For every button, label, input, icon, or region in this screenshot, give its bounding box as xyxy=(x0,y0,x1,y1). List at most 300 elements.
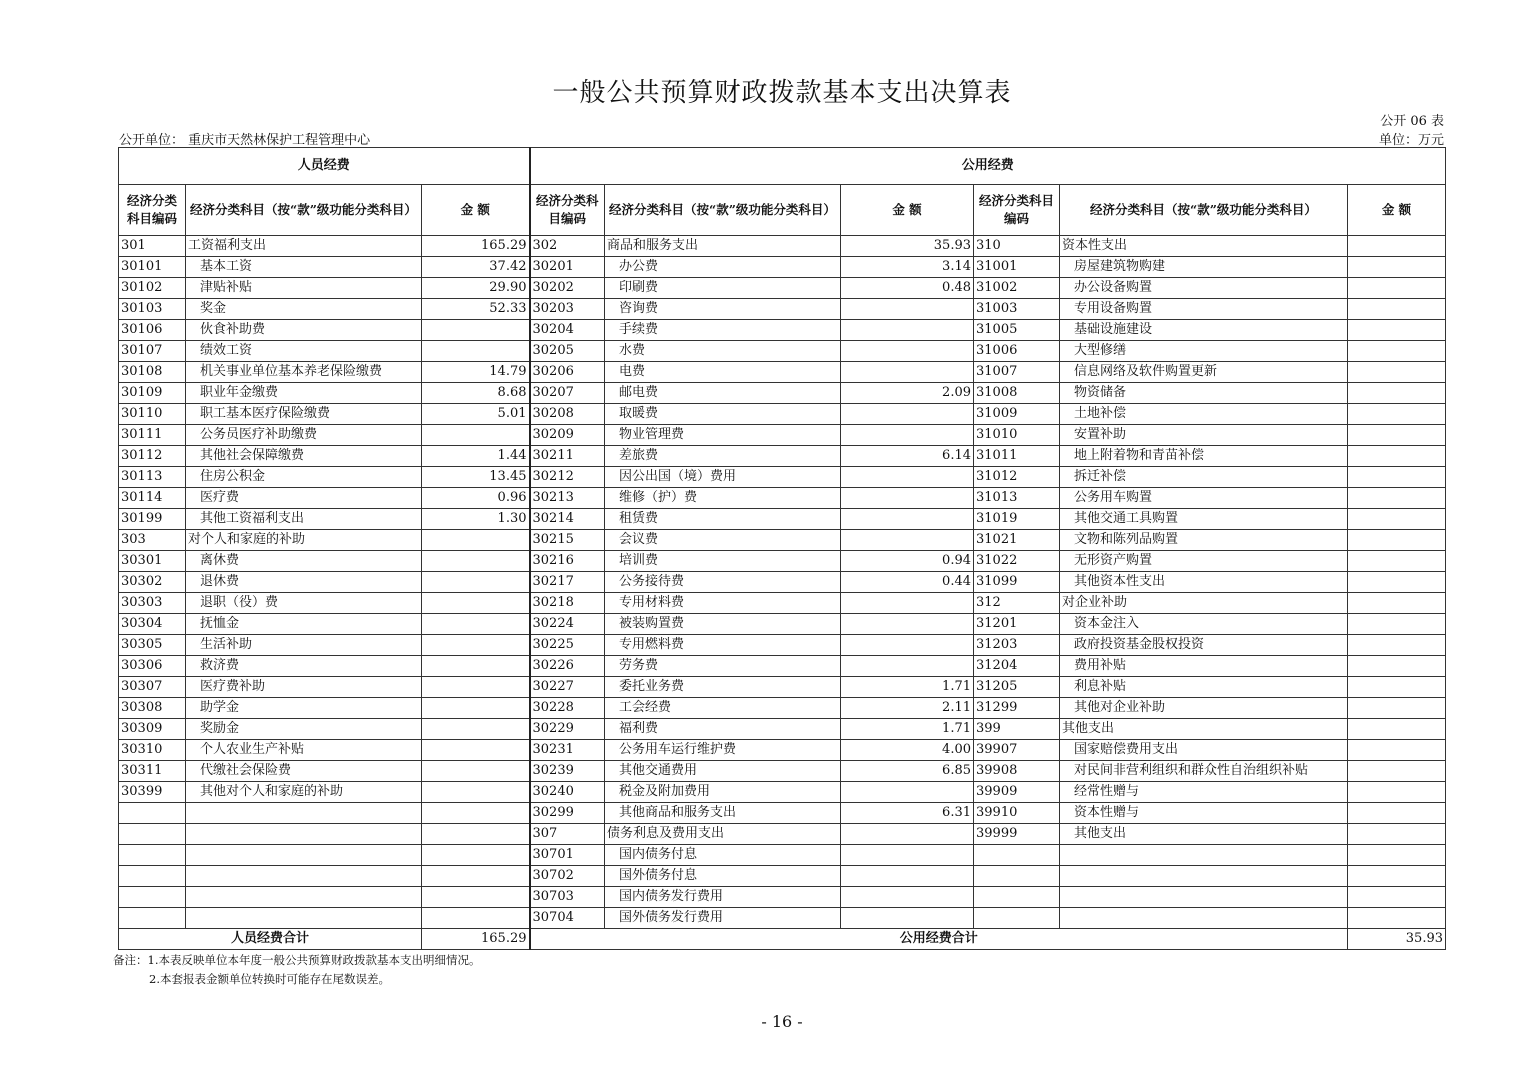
personnel-amount-cell xyxy=(422,866,530,887)
capital-name-cell: 政府投资基金股权投资 xyxy=(1060,635,1348,656)
personnel-name-cell: 基本工资 xyxy=(186,257,422,278)
capital-amount-cell xyxy=(1348,257,1446,278)
goods-code-cell: 30205 xyxy=(530,341,605,362)
personnel-code-cell: 30114 xyxy=(119,488,186,509)
table-row xyxy=(119,257,1446,278)
goods-code-cell: 30216 xyxy=(530,551,605,572)
personnel-amount-cell xyxy=(422,425,530,446)
capital-code-cell: 31205 xyxy=(974,677,1060,698)
table-row xyxy=(119,761,1446,782)
capital-code-cell: 39999 xyxy=(974,824,1060,845)
personnel-amount-cell xyxy=(422,530,530,551)
capital-code-cell: 31204 xyxy=(974,656,1060,677)
personnel-name-cell: 职工基本医疗保险缴费 xyxy=(186,404,422,425)
personnel-code-cell xyxy=(119,866,186,887)
table-row xyxy=(119,446,1446,467)
personnel-name-cell xyxy=(186,803,422,824)
goods-code-cell: 30212 xyxy=(530,467,605,488)
goods-amount-cell xyxy=(841,635,974,656)
table-row xyxy=(119,845,1446,866)
personnel-code-cell: 30112 xyxy=(119,446,186,467)
goods-code-cell: 30217 xyxy=(530,572,605,593)
personnel-amount-cell xyxy=(422,614,530,635)
goods-code-cell: 30218 xyxy=(530,593,605,614)
personnel-amount-cell: 29.90 xyxy=(422,278,530,299)
capital-code-cell: 31002 xyxy=(974,278,1060,299)
capital-code-cell: 31203 xyxy=(974,635,1060,656)
currency-unit: 单位：万元 xyxy=(1378,133,1444,148)
goods-name-cell: 差旅费 xyxy=(605,446,841,467)
personnel-code-cell xyxy=(119,908,186,929)
goods-amount-cell: 2.11 xyxy=(841,698,974,719)
capital-code-cell: 31010 xyxy=(974,425,1060,446)
capital-name-cell: 其他支出 xyxy=(1060,824,1348,845)
capital-name-cell: 资本性支出 xyxy=(1060,236,1348,257)
goods-amount-cell: 35.93 xyxy=(841,236,974,257)
goods-name-cell: 商品和服务支出 xyxy=(605,236,841,257)
table-row xyxy=(119,677,1446,698)
goods-name-cell: 福利费 xyxy=(605,719,841,740)
goods-amount-cell xyxy=(841,866,974,887)
personnel-name-cell: 其他社会保障缴费 xyxy=(186,446,422,467)
capital-name-cell xyxy=(1060,845,1348,866)
goods-name-cell: 印刷费 xyxy=(605,278,841,299)
personnel-name-cell: 救济费 xyxy=(186,656,422,677)
personnel-amount-cell xyxy=(422,803,530,824)
capital-name-cell: 经常性赠与 xyxy=(1060,782,1348,803)
capital-amount-cell xyxy=(1348,677,1446,698)
capital-name-cell: 文物和陈列品购置 xyxy=(1060,530,1348,551)
capital-name-cell: 资本性赠与 xyxy=(1060,803,1348,824)
capital-name-cell: 房屋建筑物购建 xyxy=(1060,257,1348,278)
personnel-amount-cell: 37.42 xyxy=(422,257,530,278)
capital-name-cell xyxy=(1060,866,1348,887)
goods-amount-cell xyxy=(841,467,974,488)
goods-code-cell: 307 xyxy=(530,824,605,845)
capital-amount-cell xyxy=(1348,866,1446,887)
capital-amount-cell xyxy=(1348,593,1446,614)
capital-name-cell: 资本金注入 xyxy=(1060,614,1348,635)
goods-amount-cell: 0.44 xyxy=(841,572,974,593)
personnel-code-cell: 30309 xyxy=(119,719,186,740)
goods-name-cell: 专用材料费 xyxy=(605,593,841,614)
personnel-amount-cell xyxy=(422,677,530,698)
goods-amount-cell xyxy=(841,908,974,929)
personnel-code-cell xyxy=(119,887,186,908)
capital-name-cell: 对民间非营利组织和群众性自治组织补贴 xyxy=(1060,761,1348,782)
goods-code-cell: 30226 xyxy=(530,656,605,677)
personnel-code-cell: 30107 xyxy=(119,341,186,362)
personnel-code-cell: 30101 xyxy=(119,257,186,278)
capital-name-cell: 费用补贴 xyxy=(1060,656,1348,677)
goods-code-cell: 30207 xyxy=(530,383,605,404)
goods-amount-cell xyxy=(841,614,974,635)
personnel-code-cell: 30106 xyxy=(119,320,186,341)
capital-amount-cell xyxy=(1348,572,1446,593)
capital-name-cell xyxy=(1060,887,1348,908)
table-row xyxy=(119,719,1446,740)
capital-name-cell: 安置补助 xyxy=(1060,425,1348,446)
personnel-amount-cell xyxy=(422,698,530,719)
capital-code-cell: 31003 xyxy=(974,299,1060,320)
personnel-name-cell: 对个人和家庭的补助 xyxy=(186,530,422,551)
personnel-code-cell: 30111 xyxy=(119,425,186,446)
public-group-header: 公用经费 xyxy=(530,148,1446,185)
goods-name-cell: 被装购置费 xyxy=(605,614,841,635)
goods-name-cell: 工会经费 xyxy=(605,698,841,719)
capital-amount-cell xyxy=(1348,887,1446,908)
goods-amount-cell: 1.71 xyxy=(841,677,974,698)
personnel-name-cell: 医疗费 xyxy=(186,488,422,509)
capital-amount-cell xyxy=(1348,845,1446,866)
goods-name-cell: 国内债务付息 xyxy=(605,845,841,866)
personnel-name-cell: 工资福利支出 xyxy=(186,236,422,257)
personnel-code-cell: 30307 xyxy=(119,677,186,698)
personnel-total-label: 人员经费合计 xyxy=(119,929,422,950)
col-header-amount: 金 额 xyxy=(841,185,974,236)
table-row xyxy=(119,425,1446,446)
capital-amount-cell xyxy=(1348,320,1446,341)
public-total-label: 公用经费合计 xyxy=(530,929,1348,950)
capital-code-cell: 31006 xyxy=(974,341,1060,362)
capital-amount-cell xyxy=(1348,341,1446,362)
goods-name-cell: 手续费 xyxy=(605,320,841,341)
personnel-total-value: 165.29 xyxy=(422,929,530,950)
goods-amount-cell: 3.14 xyxy=(841,257,974,278)
capital-name-cell: 对企业补助 xyxy=(1060,593,1348,614)
table-body xyxy=(119,236,1446,929)
goods-amount-cell: 1.71 xyxy=(841,719,974,740)
goods-amount-cell: 6.85 xyxy=(841,761,974,782)
personnel-code-cell xyxy=(119,824,186,845)
goods-code-cell: 30228 xyxy=(530,698,605,719)
capital-code-cell: 31022 xyxy=(974,551,1060,572)
personnel-code-cell: 30110 xyxy=(119,404,186,425)
capital-amount-cell xyxy=(1348,908,1446,929)
personnel-code-cell: 30304 xyxy=(119,614,186,635)
table-row xyxy=(119,341,1446,362)
form-number: 公开 06 表 xyxy=(1380,114,1444,129)
table-row xyxy=(119,362,1446,383)
goods-amount-cell xyxy=(841,593,974,614)
personnel-name-cell: 伙食补助费 xyxy=(186,320,422,341)
table-row xyxy=(119,299,1446,320)
footnote-2: 2.本套报表金额单位转换时可能存在尾数误差。 xyxy=(149,972,390,986)
personnel-name-cell: 机关事业单位基本养老保险缴费 xyxy=(186,362,422,383)
goods-name-cell: 国内债务发行费用 xyxy=(605,887,841,908)
goods-code-cell: 30215 xyxy=(530,530,605,551)
capital-amount-cell xyxy=(1348,467,1446,488)
capital-code-cell: 399 xyxy=(974,719,1060,740)
goods-code-cell: 30208 xyxy=(530,404,605,425)
personnel-code-cell: 30305 xyxy=(119,635,186,656)
goods-code-cell: 30701 xyxy=(530,845,605,866)
goods-code-cell: 30703 xyxy=(530,887,605,908)
capital-code-cell: 39910 xyxy=(974,803,1060,824)
personnel-name-cell xyxy=(186,845,422,866)
personnel-code-cell: 30301 xyxy=(119,551,186,572)
capital-code-cell: 31012 xyxy=(974,467,1060,488)
goods-amount-cell xyxy=(841,404,974,425)
goods-amount-cell xyxy=(841,887,974,908)
capital-code-cell: 31007 xyxy=(974,362,1060,383)
personnel-amount-cell xyxy=(422,845,530,866)
personnel-amount-cell xyxy=(422,656,530,677)
table-row xyxy=(119,551,1446,572)
capital-code-cell xyxy=(974,887,1060,908)
table-row xyxy=(119,404,1446,425)
capital-amount-cell xyxy=(1348,446,1446,467)
goods-amount-cell xyxy=(841,530,974,551)
goods-name-cell: 债务利息及费用支出 xyxy=(605,824,841,845)
goods-amount-cell xyxy=(841,425,974,446)
capital-name-cell: 其他交通工具购置 xyxy=(1060,509,1348,530)
personnel-name-cell xyxy=(186,866,422,887)
col-header-code: 经济分类科目编码 xyxy=(974,185,1060,236)
table-row xyxy=(119,824,1446,845)
personnel-amount-cell xyxy=(422,572,530,593)
personnel-name-cell: 离休费 xyxy=(186,551,422,572)
personnel-amount-cell xyxy=(422,887,530,908)
capital-amount-cell xyxy=(1348,614,1446,635)
goods-name-cell: 培训费 xyxy=(605,551,841,572)
goods-code-cell: 30239 xyxy=(530,761,605,782)
goods-code-cell: 30202 xyxy=(530,278,605,299)
goods-name-cell: 税金及附加费用 xyxy=(605,782,841,803)
goods-name-cell: 国外债务发行费用 xyxy=(605,908,841,929)
capital-amount-cell xyxy=(1348,530,1446,551)
goods-name-cell: 公务用车运行维护费 xyxy=(605,740,841,761)
capital-code-cell: 310 xyxy=(974,236,1060,257)
capital-amount-cell xyxy=(1348,761,1446,782)
personnel-name-cell xyxy=(186,824,422,845)
capital-amount-cell xyxy=(1348,425,1446,446)
footnotes xyxy=(113,951,480,989)
goods-code-cell: 30704 xyxy=(530,908,605,929)
capital-code-cell: 31008 xyxy=(974,383,1060,404)
capital-code-cell: 39907 xyxy=(974,740,1060,761)
goods-name-cell: 国外债务付息 xyxy=(605,866,841,887)
goods-name-cell: 其他交通费用 xyxy=(605,761,841,782)
capital-amount-cell xyxy=(1348,488,1446,509)
goods-name-cell: 取暖费 xyxy=(605,404,841,425)
goods-code-cell: 30206 xyxy=(530,362,605,383)
personnel-code-cell: 30302 xyxy=(119,572,186,593)
goods-name-cell: 办公费 xyxy=(605,257,841,278)
personnel-name-cell: 医疗费补助 xyxy=(186,677,422,698)
goods-amount-cell xyxy=(841,362,974,383)
personnel-amount-cell xyxy=(422,740,530,761)
goods-code-cell: 30227 xyxy=(530,677,605,698)
goods-name-cell: 邮电费 xyxy=(605,383,841,404)
table-row xyxy=(119,740,1446,761)
goods-amount-cell: 2.09 xyxy=(841,383,974,404)
capital-name-cell: 专用设备购置 xyxy=(1060,299,1348,320)
personnel-code-cell: 30103 xyxy=(119,299,186,320)
personnel-code-cell: 30102 xyxy=(119,278,186,299)
personnel-amount-cell xyxy=(422,341,530,362)
goods-amount-cell xyxy=(841,320,974,341)
goods-amount-cell: 4.00 xyxy=(841,740,974,761)
capital-name-cell: 国家赔偿费用支出 xyxy=(1060,740,1348,761)
table-row xyxy=(119,278,1446,299)
goods-amount-cell xyxy=(841,824,974,845)
capital-amount-cell xyxy=(1348,803,1446,824)
goods-name-cell: 公务接待费 xyxy=(605,572,841,593)
table-row xyxy=(119,887,1446,908)
capital-name-cell: 其他资本性支出 xyxy=(1060,572,1348,593)
capital-name-cell: 大型修缮 xyxy=(1060,341,1348,362)
capital-name-cell: 无形资产购置 xyxy=(1060,551,1348,572)
table-row xyxy=(119,530,1446,551)
personnel-amount-cell xyxy=(422,761,530,782)
capital-code-cell: 312 xyxy=(974,593,1060,614)
table-row xyxy=(119,656,1446,677)
table-row xyxy=(119,614,1446,635)
table-row xyxy=(119,803,1446,824)
public-total-value: 35.93 xyxy=(1348,929,1446,950)
personnel-code-cell: 303 xyxy=(119,530,186,551)
table-row xyxy=(119,866,1446,887)
personnel-code-cell: 30109 xyxy=(119,383,186,404)
capital-amount-cell xyxy=(1348,740,1446,761)
personnel-name-cell: 公务员医疗补助缴费 xyxy=(186,425,422,446)
report-title: 一般公共预算财政拨款基本支出决算表 xyxy=(552,78,1012,108)
personnel-amount-cell: 5.01 xyxy=(422,404,530,425)
capital-amount-cell xyxy=(1348,551,1446,572)
personnel-code-cell xyxy=(119,803,186,824)
capital-amount-cell xyxy=(1348,782,1446,803)
table-row xyxy=(119,782,1446,803)
capital-name-cell: 公务用车购置 xyxy=(1060,488,1348,509)
capital-code-cell xyxy=(974,845,1060,866)
goods-code-cell: 30231 xyxy=(530,740,605,761)
personnel-amount-cell: 1.30 xyxy=(422,509,530,530)
personnel-code-cell: 30306 xyxy=(119,656,186,677)
personnel-name-cell: 代缴社会保险费 xyxy=(186,761,422,782)
personnel-code-cell: 30311 xyxy=(119,761,186,782)
personnel-name-cell: 助学金 xyxy=(186,698,422,719)
capital-code-cell: 31299 xyxy=(974,698,1060,719)
personnel-name-cell: 其他对个人和家庭的补助 xyxy=(186,782,422,803)
table-row xyxy=(119,698,1446,719)
capital-code-cell: 31005 xyxy=(974,320,1060,341)
personnel-name-cell: 住房公积金 xyxy=(186,467,422,488)
capital-name-cell: 办公设备购置 xyxy=(1060,278,1348,299)
capital-name-cell: 信息网络及软件购置更新 xyxy=(1060,362,1348,383)
table-row xyxy=(119,488,1446,509)
col-header-amount: 金 额 xyxy=(422,185,530,236)
personnel-name-cell xyxy=(186,908,422,929)
goods-amount-cell xyxy=(841,509,974,530)
goods-name-cell: 水费 xyxy=(605,341,841,362)
goods-amount-cell xyxy=(841,782,974,803)
capital-name-cell: 其他对企业补助 xyxy=(1060,698,1348,719)
personnel-amount-cell xyxy=(422,782,530,803)
capital-name-cell: 物资储备 xyxy=(1060,383,1348,404)
goods-code-cell: 30214 xyxy=(530,509,605,530)
personnel-name-cell: 生活补助 xyxy=(186,635,422,656)
goods-code-cell: 30213 xyxy=(530,488,605,509)
goods-name-cell: 劳务费 xyxy=(605,656,841,677)
capital-name-cell: 基础设施建设 xyxy=(1060,320,1348,341)
table-row xyxy=(119,509,1446,530)
goods-code-cell: 30229 xyxy=(530,719,605,740)
col-header-name: 经济分类科目（按“款”级功能分类科目） xyxy=(186,185,422,236)
personnel-code-cell: 30399 xyxy=(119,782,186,803)
goods-code-cell: 30211 xyxy=(530,446,605,467)
personnel-name-cell: 津贴补贴 xyxy=(186,278,422,299)
goods-amount-cell xyxy=(841,299,974,320)
capital-amount-cell xyxy=(1348,656,1446,677)
capital-code-cell: 31021 xyxy=(974,530,1060,551)
table-row xyxy=(119,467,1446,488)
personnel-name-cell: 抚恤金 xyxy=(186,614,422,635)
goods-name-cell: 会议费 xyxy=(605,530,841,551)
goods-name-cell: 咨询费 xyxy=(605,299,841,320)
table-row xyxy=(119,572,1446,593)
personnel-amount-cell xyxy=(422,824,530,845)
personnel-amount-cell: 52.33 xyxy=(422,299,530,320)
personnel-amount-cell xyxy=(422,593,530,614)
personnel-code-cell: 30303 xyxy=(119,593,186,614)
goods-code-cell: 30203 xyxy=(530,299,605,320)
capital-code-cell: 31001 xyxy=(974,257,1060,278)
goods-code-cell: 30224 xyxy=(530,614,605,635)
capital-code-cell: 31009 xyxy=(974,404,1060,425)
capital-amount-cell xyxy=(1348,509,1446,530)
table-row xyxy=(119,908,1446,929)
goods-amount-cell xyxy=(841,341,974,362)
goods-code-cell: 30209 xyxy=(530,425,605,446)
personnel-code-cell: 30113 xyxy=(119,467,186,488)
personnel-name-cell: 其他工资福利支出 xyxy=(186,509,422,530)
goods-name-cell: 其他商品和服务支出 xyxy=(605,803,841,824)
capital-name-cell xyxy=(1060,908,1348,929)
goods-name-cell: 租赁费 xyxy=(605,509,841,530)
personnel-amount-cell: 13.45 xyxy=(422,467,530,488)
personnel-amount-cell: 14.79 xyxy=(422,362,530,383)
goods-code-cell: 30702 xyxy=(530,866,605,887)
capital-code-cell: 31099 xyxy=(974,572,1060,593)
col-header-amount: 金 额 xyxy=(1348,185,1446,236)
goods-name-cell: 因公出国（境）费用 xyxy=(605,467,841,488)
capital-name-cell: 土地补偿 xyxy=(1060,404,1348,425)
personnel-amount-cell: 0.96 xyxy=(422,488,530,509)
col-header-code: 经济分类科目编码 xyxy=(530,185,605,236)
capital-amount-cell xyxy=(1348,404,1446,425)
goods-name-cell: 维修（护）费 xyxy=(605,488,841,509)
footnote-1: 备注：1.本表反映单位本年度一般公共预算财政拨款基本支出明细情况。 xyxy=(113,953,481,967)
table-row xyxy=(119,593,1446,614)
personnel-name-cell: 个人农业生产补贴 xyxy=(186,740,422,761)
capital-amount-cell xyxy=(1348,719,1446,740)
personnel-name-cell xyxy=(186,887,422,908)
capital-amount-cell xyxy=(1348,299,1446,320)
goods-code-cell: 30201 xyxy=(530,257,605,278)
expenditure-table xyxy=(118,147,1446,950)
goods-name-cell: 专用燃料费 xyxy=(605,635,841,656)
personnel-name-cell: 奖励金 xyxy=(186,719,422,740)
capital-code-cell: 31201 xyxy=(974,614,1060,635)
capital-amount-cell xyxy=(1348,278,1446,299)
goods-code-cell: 30204 xyxy=(530,320,605,341)
personnel-code-cell: 301 xyxy=(119,236,186,257)
publishing-unit: 公开单位： 重庆市天然林保护工程管理中心 xyxy=(119,133,371,148)
capital-name-cell: 利息补贴 xyxy=(1060,677,1348,698)
personnel-amount-cell: 8.68 xyxy=(422,383,530,404)
personnel-amount-cell: 165.29 xyxy=(422,236,530,257)
